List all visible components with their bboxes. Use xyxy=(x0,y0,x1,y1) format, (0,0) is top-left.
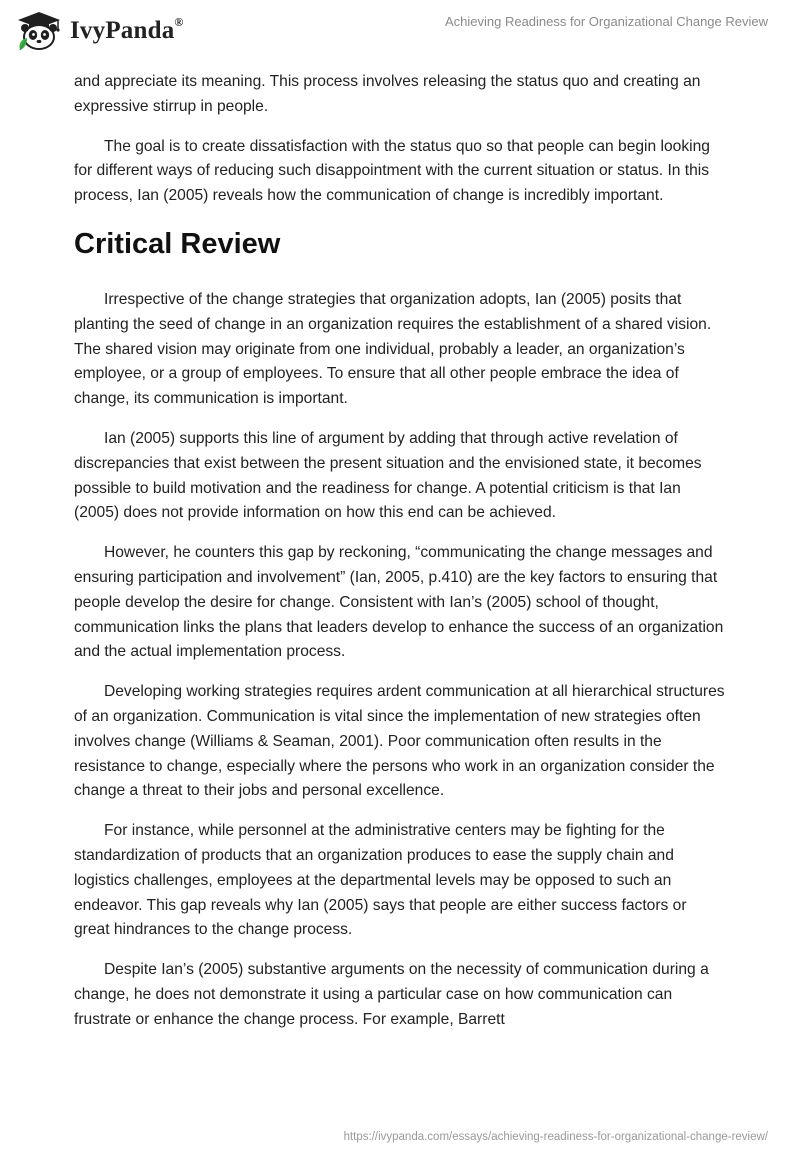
page-header xyxy=(0,0,800,70)
paragraph-6: Despite Ian’s (2005) substantive arguments on the necessity of communication during a change, he does not demonstrate it using a particular case on how communication can frustrate or enhance the change process. For example, Barrett xyxy=(74,961,709,1028)
brand-name: IvyPanda® xyxy=(70,15,184,44)
paragraph-1: Irrespective of the change strategies that organization adopts, Ian (2005) posits that planting the seed of change in an organization requires the establishment of a shared vision. The shared vision may originate from one individual, probably a leader, an organization’s employee, or a group of employees. To ensure that all other people embrace the idea of change, its communication is important. xyxy=(74,290,712,408)
paragraph-goal: The goal is to create dissatisfaction with the status quo so that people can begin looking for different ways of reducing such disappointment with the current situation or status. In this process, Ian (2005) reveals how the communication of change is incredibly important. xyxy=(74,137,710,205)
panda-logo-icon xyxy=(14,10,64,52)
essay-body xyxy=(74,70,726,1048)
paragraph-5: For instance, while personnel at the administrative centers may be fighting for the standardization of products that an organization produces to ease the supply chain and logistics challenges, employees at the departmental levels may be opposed to such an endeavor. This gap reveals why Ian (2005) says that people are either success factors or great hindrances to the change process. xyxy=(74,822,687,939)
document-title: Achieving Readiness for Organizational Change Review xyxy=(444,14,768,29)
section-heading: Critical Review xyxy=(74,227,281,260)
source-url-link[interactable]: https://ivypanda.com/essays/achieving-readiness-for-organizational-change-review/ xyxy=(343,1131,768,1143)
paragraph-continued: and appreciate its meaning. This process involves releasing the status quo and creating an expressive stirrup in people. xyxy=(74,73,701,115)
registered-mark: ® xyxy=(174,15,184,29)
paragraph-4: Developing working strategies requires ardent communication at all hierarchical structures of an organization. Communication is vital since the implementation of new strategies often involves change (Williams & Seaman, 2001). Poor communication often results in the resistance to change, especially where the persons who work in an organization consider the change a threat to their jobs and personal excellence. xyxy=(74,683,725,800)
ivypanda-logo[interactable] xyxy=(14,8,184,54)
paragraph-2: Ian (2005) supports this line of argument by adding that through active revelation of discrepancies that exist between the present situation and the envisioned state, it becomes possible to build motivation and the readiness for change. A potential criticism is that Ian (2005) does not provide information on how this end can be achieved. xyxy=(74,429,702,522)
paragraph-3: However, he counters this gap by reckoning, “communicating the change messages and ensuring participation and involvement” (Ian, 2005, p.410) are the key factors to ensuring that people develop the desire for change. Consistent with Ian’s (2005) school of thought, communication links the plans that leaders develop to enhance the success of an organization and the actual implementation process. xyxy=(74,544,724,661)
